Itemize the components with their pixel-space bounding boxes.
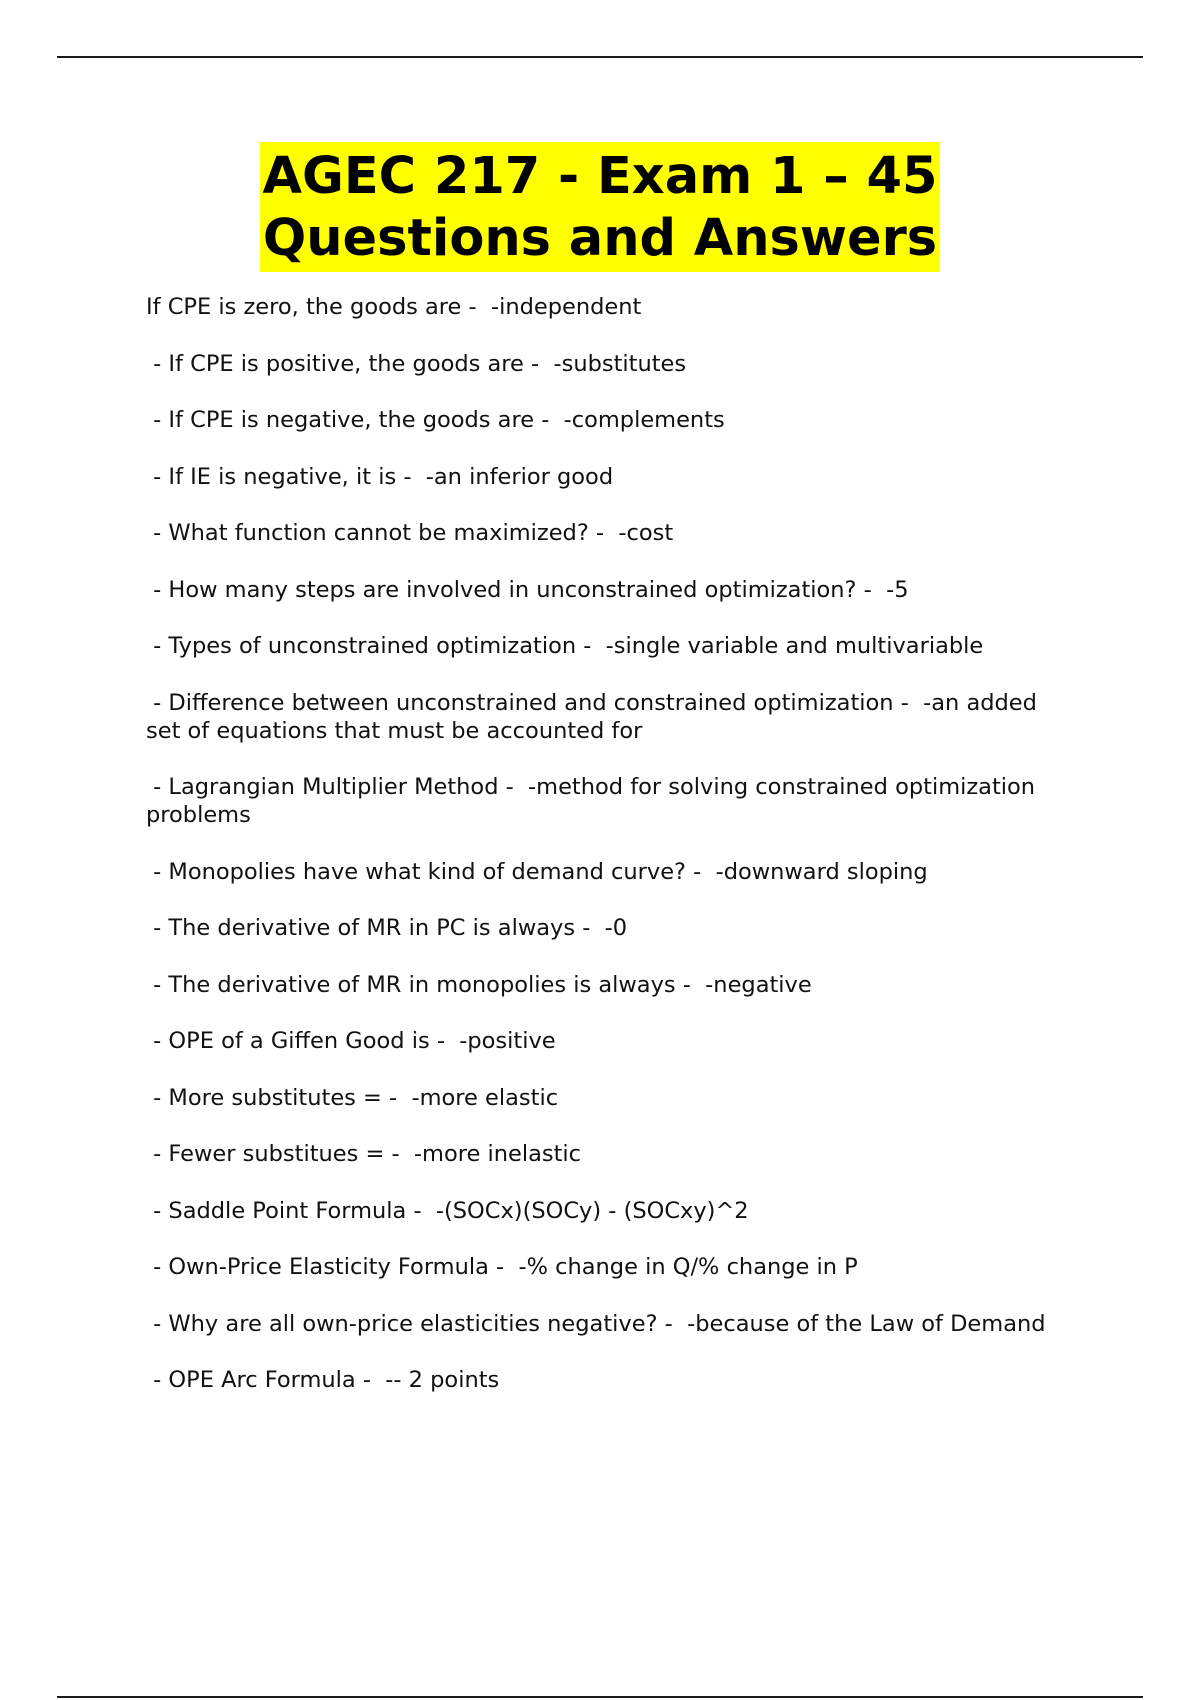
title-block <box>0 142 1200 272</box>
qa-list <box>146 293 1076 1423</box>
qa-item: - Fewer substitues = - -more inelastic <box>146 1141 582 1167</box>
qa-item: - OPE of a Giffen Good is - -positive <box>146 1028 556 1054</box>
qa-item: If CPE is zero, the goods are - -independent <box>146 294 642 320</box>
qa-item: - Lagrangian Multiplier Method - -method for solving constrained optimization problems <box>146 774 1043 828</box>
title-line-1: AGEC 217 - Exam 1 – 45 <box>262 147 938 206</box>
header-rule <box>57 56 1143 58</box>
qa-item: - If CPE is negative, the goods are - -complements <box>146 407 725 433</box>
qa-item: - How many steps are involved in unconstrained optimization? - -5 <box>146 576 909 603</box>
qa-item: - More substitutes = - -more elastic <box>146 1084 559 1111</box>
qa-item: - If IE is negative, it is - -an inferior good <box>146 463 614 490</box>
qa-item: - Monopolies have what kind of demand curve? - -downward sloping <box>146 858 928 885</box>
document-title <box>260 142 939 272</box>
qa-item: - OPE Arc Formula - -- 2 points <box>146 1367 500 1393</box>
qa-item: - Saddle Point Formula - -(SOCx)(SOCy) - (SOCxy)^2 <box>146 1197 749 1224</box>
qa-item: - Why are all own-price elasticities negative? - -because of the Law of Demand <box>146 1310 1046 1337</box>
qa-item: - The derivative of MR in monopolies is always - -negative <box>146 971 812 998</box>
qa-item: - What function cannot be maximized? - -cost <box>146 520 674 546</box>
qa-item: - Difference between unconstrained and constrained optimization - -an added set of equations that must be accounted for <box>146 689 1045 744</box>
qa-item: - If CPE is positive, the goods are - -substitutes <box>146 350 687 377</box>
qa-item: - Own-Price Elasticity Formula - -% change in Q/% change in P <box>146 1254 858 1280</box>
title-line-2: Questions and Answers <box>262 209 938 268</box>
footer-rule <box>57 1696 1143 1698</box>
qa-item: - Types of unconstrained optimization - -single variable and multivariable <box>146 633 984 659</box>
qa-item: - The derivative of MR in PC is always - -0 <box>146 915 628 941</box>
